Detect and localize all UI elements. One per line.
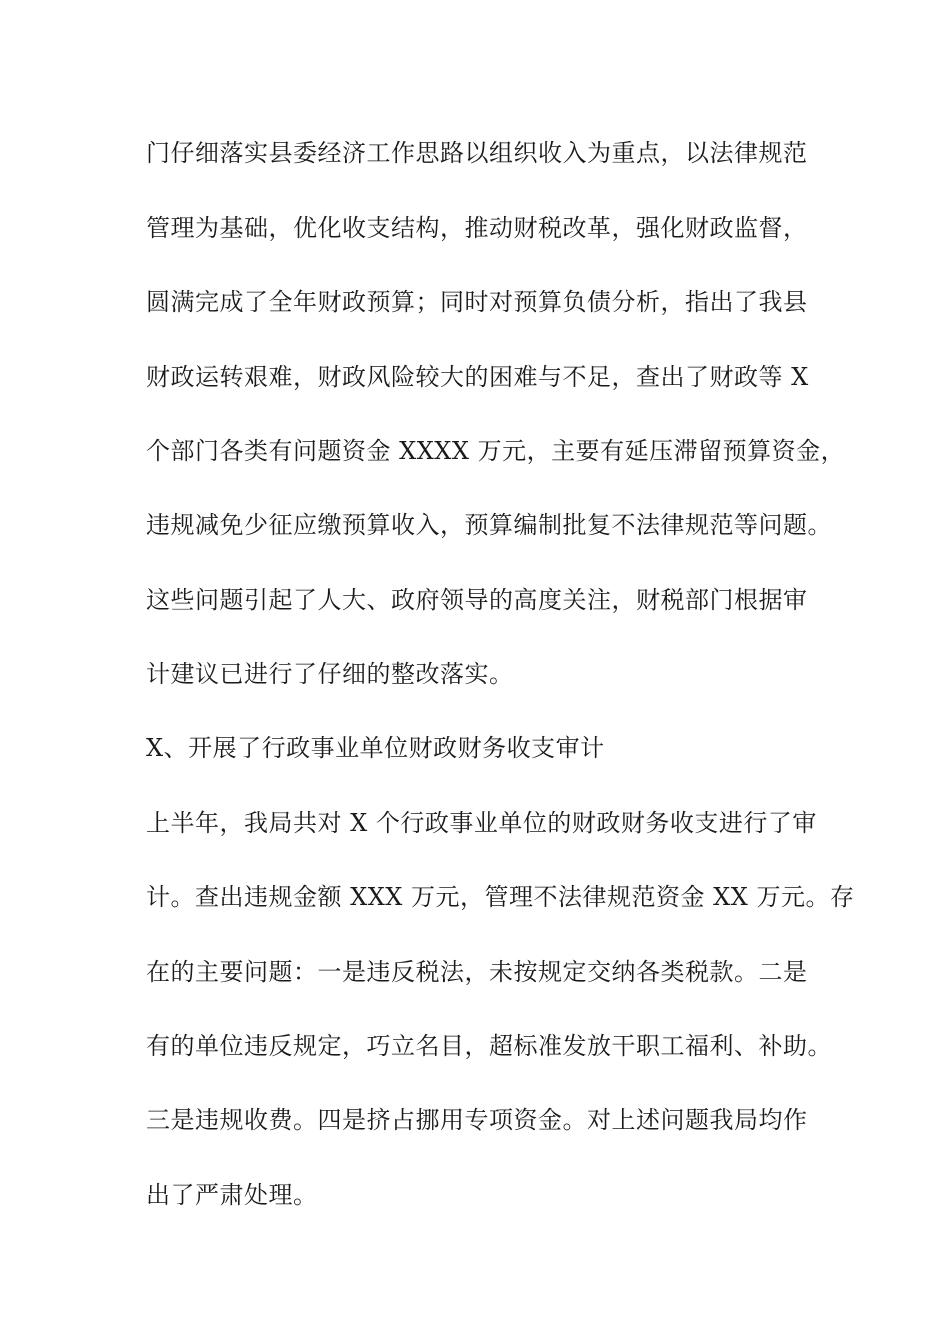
section-heading: X、开展了行政事业单位财政财务收支审计 xyxy=(146,734,605,762)
paragraph-line: 计建议已进行了仔细的整改落实。 xyxy=(146,660,514,688)
paragraph-line: 财政运转艰难，财政风险较大的困难与不足，查出了财政等 X xyxy=(146,363,809,391)
paragraph-line: 三是违规收费。四是挤占挪用专项资金。对上述问题我局均作 xyxy=(146,1106,808,1134)
paragraph-line: 在的主要问题：一是违反税法，未按规定交纳各类税款。二是 xyxy=(146,958,808,986)
paragraph-line: 这些问题引起了人大、政府领导的高度关注，财税部门根据审 xyxy=(146,586,808,614)
paragraph-line: 上半年，我局共对 X 个行政事业单位的财政财务收支进行了审 xyxy=(146,809,817,837)
paragraph-line: 门仔细落实县委经济工作思路以组织收入为重点，以法律规范 xyxy=(146,139,808,167)
paragraph-line: 管理为基础，优化收支结构，推动财税改革，强化财政监督， xyxy=(146,214,808,242)
paragraph-line: 圆满完成了全年财政预算；同时对预算负债分析，指出了我县 xyxy=(146,288,808,316)
paragraph-line: 个部门各类有问题资金 XXXX 万元，主要有延压滞留预算资金， xyxy=(146,437,846,465)
paragraph-line: 出了严肃处理。 xyxy=(146,1181,318,1209)
paragraph-line: 违规减免少征应缴预算收入，预算编制批复不法律规范等问题。 xyxy=(146,511,832,539)
paragraph-line: 计。查出违规金额 XXX 万元，管理不法律规范资金 XX 万元。存 xyxy=(146,883,855,911)
paragraph-line: 有的单位违反规定，巧立名目，超标准发放干职工福利、补助。 xyxy=(146,1032,832,1060)
